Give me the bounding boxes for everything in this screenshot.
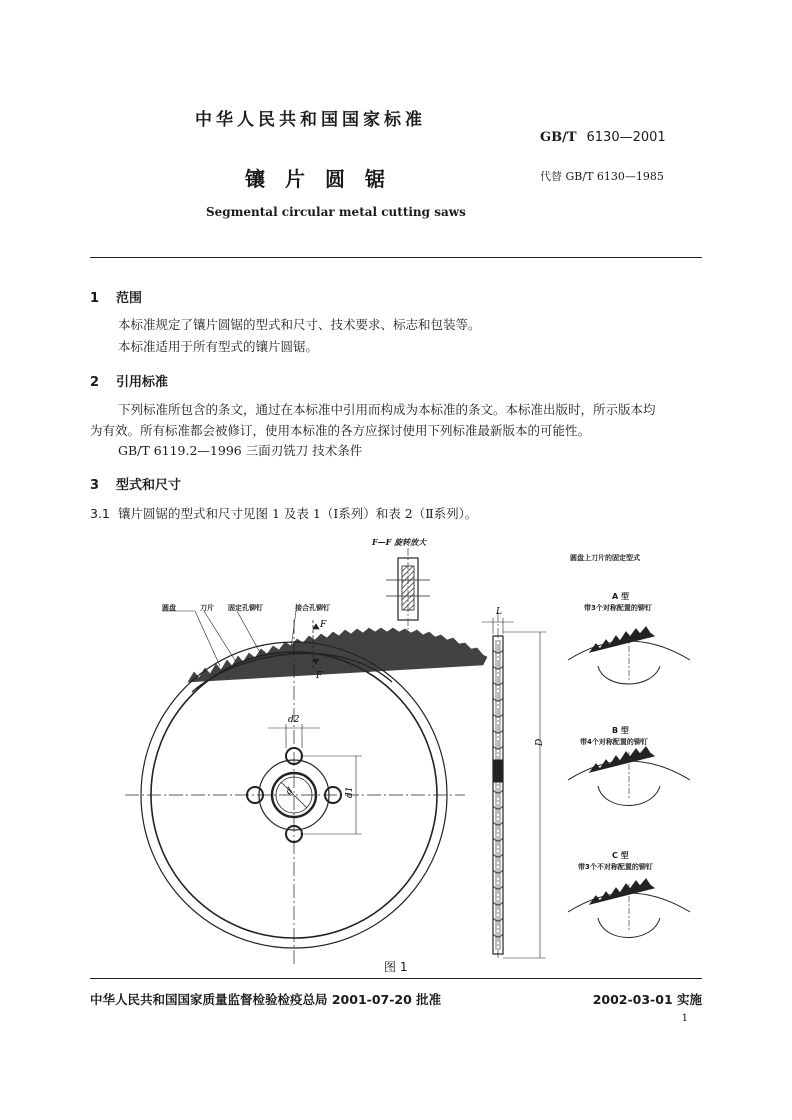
footer-divider <box>90 978 702 979</box>
mount-type-C-drawing <box>568 879 690 938</box>
section-2-reference: GB/T 6119.2—1996 三面刃铣刀 技术条件 <box>118 443 363 458</box>
section-2-para-line-1: 下列标准所包含的条文，通过在本标准中引用而构成为本标准的条文。本标准出版时，所示版本均 <box>118 402 656 417</box>
dim-L: L <box>496 607 502 617</box>
title-english: Segmental circular metal cutting saws <box>206 205 466 219</box>
standard-number-value: 6130—2001 <box>586 130 666 145</box>
mount-type-A-drawing <box>568 627 690 684</box>
type-B-name: B 型 <box>612 726 629 735</box>
replaces-standard: 代替 GB/T 6130—1985 <box>540 170 664 183</box>
section-1-para-1: 本标准规定了镶片圆锯的型式和尺寸、技术要求、标志和包装等。 <box>118 317 481 332</box>
label-joint-rivet: 接合孔铆钉 <box>295 604 330 612</box>
standard-number-prefix: GB/T <box>540 130 577 145</box>
dim-d2: d2 <box>288 715 300 725</box>
section-3-1-number: 3.1 <box>90 506 110 521</box>
section-2-title: 引用标准 <box>116 375 169 390</box>
label-F-bottom: F <box>316 671 323 681</box>
saw-teeth <box>188 628 487 692</box>
section-1-number: 1 <box>90 291 100 306</box>
type-C-desc: 带3个不对称配置的铆钉 <box>578 863 653 871</box>
type-B-desc: 带4个对称配置的铆钉 <box>580 738 648 746</box>
section-1-title: 范围 <box>116 291 143 306</box>
section-2-number: 2 <box>90 375 100 390</box>
footer-effective-date: 2002-03-01 实施 <box>592 992 702 1007</box>
dim-d: d <box>284 785 296 798</box>
mount-type-B-drawing <box>568 747 690 806</box>
type-A-desc: 带3个对称配置的铆钉 <box>584 604 652 612</box>
section-view-FF <box>386 548 430 632</box>
section-1-para-2: 本标准适用于所有型式的镶片圆锯。 <box>118 339 319 354</box>
side-view <box>482 612 546 958</box>
label-rotated-view <box>372 537 426 548</box>
section-3-1-text: 镶片圆锯的型式和尺寸见图 1 及表 1（Ⅰ系列）和表 2（Ⅱ系列）。 <box>118 506 478 521</box>
footer-issuer: 中华人民共和国国家质量监督检验检疫总局 2001-07-20 批准 <box>90 992 442 1007</box>
section-2-para-line-2: 为有效。所有标准都会被修订，使用本标准的各方应探讨使用下列标准最新版本的可能性。 <box>90 423 591 438</box>
label-disc: 圆盘 <box>162 604 176 612</box>
figure-caption: 图 1 <box>384 960 408 974</box>
label-F-top: F <box>320 620 327 630</box>
rotated-view-text: F—F 旋转放大 <box>372 537 427 547</box>
dim-D: D <box>535 738 545 746</box>
page-number: 1 <box>681 1013 688 1024</box>
label-blade: 刀片 <box>200 604 214 612</box>
type-C-name: C 型 <box>612 851 629 860</box>
section-3-number: 3 <box>90 478 100 493</box>
dim-d1: d1 <box>345 786 355 798</box>
section-3-title: 型式和尺寸 <box>116 478 182 493</box>
label-fixing-rivet: 固定孔铆钉 <box>228 604 263 612</box>
national-standard-heading: 中华人民共和国国家标准 <box>195 110 426 130</box>
title-chinese: 镶片圆锯 <box>245 167 405 191</box>
type-A-name: A 型 <box>612 592 629 601</box>
mount-title: 圆盘上刀片的固定型式 <box>570 554 640 562</box>
